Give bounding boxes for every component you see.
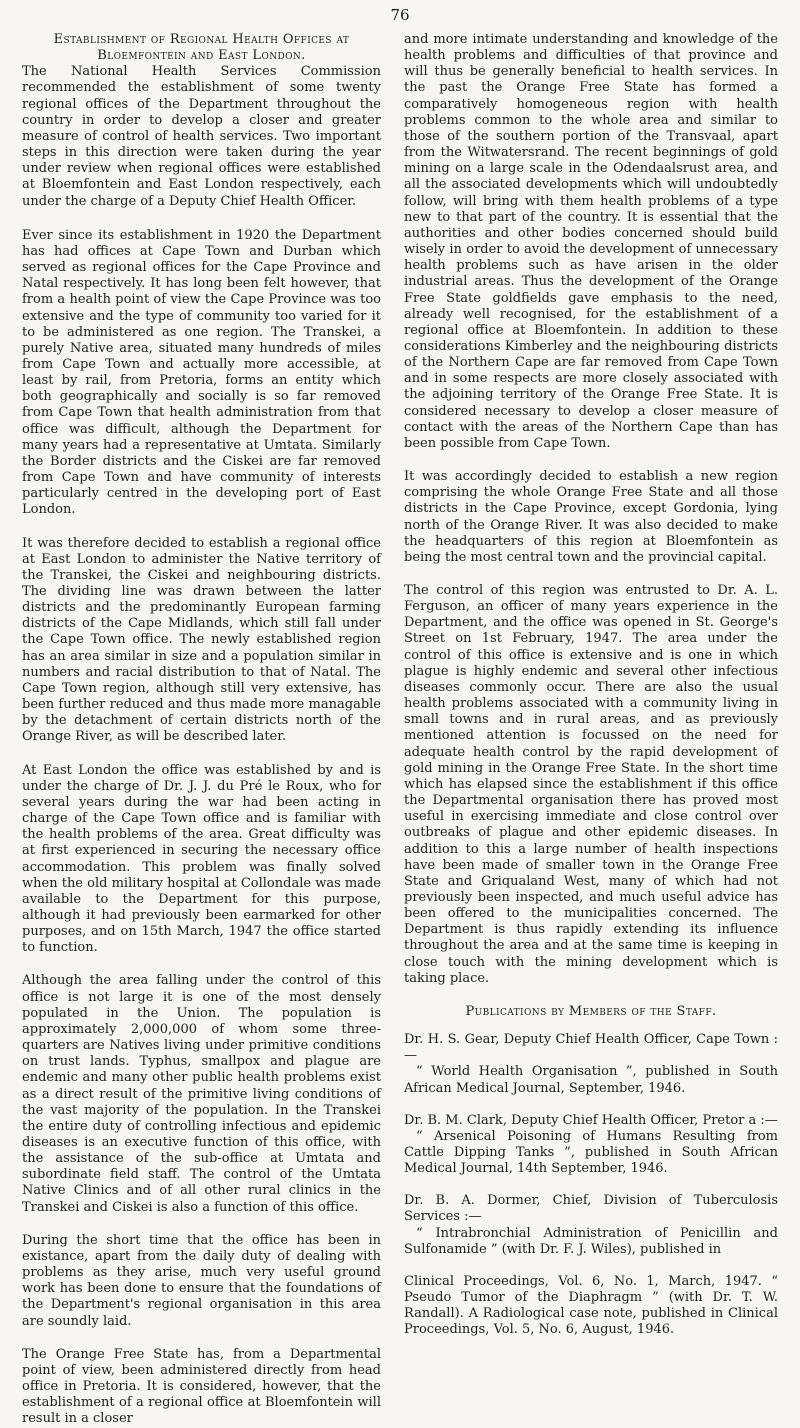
paragraph: At East London the office was established by and is under the charge of Dr. J. J. du Pré le Roux, who for several years during the war had been acting in charge of the Cape Town office and is familiar with the health problems of the area. Great difficulty was at first experienced in securing the necessary office accommodation. This problem was finally solved when the old military hospital at Collondale was made available to the Department for this purpose, although it had previously been earmarked for other purposes, and on 15th March, 1947 the office started to function. [22,762,381,956]
publication-entry [404,1113,778,1178]
paragraph: It was therefore decided to establish a regional office at East London to administer the Native territory of the Transkei, the Ciskei and neighbouring districts. The dividing line was drawn between the latter districts and the predominantly European farming districts of the Cape Midlands, which still fall under the Cape Town office. The newly established region has an area similar in size and a population similar in numbers and racial distribution to that of Natal. The Cape Town region, although still very extensive, has been further reduced and thus made more managable by the detachment of certain districts north of the Orange River, as will be described later. [22,535,381,745]
paragraph: It was accordingly decided to establish a new region comprising the whole Orange Free State and all those districts in the Cape Province, except Gordonia, lying north of the Orange River. It was also decided to make the headquarters of this region at Bloemfontein as being the most central town and the provincial capital. [404,469,778,565]
paragraph: Although the area falling under the control of this office is not large it is one of the most densely populated in the Union. The population is approximately 2,000,000 of whom some three-quarters are Natives living under primitive conditions on trust lands. Typhus, smallpox and plague are endemic and many other public health problems exist as a direct result of the primitive living conditions of the vast majority of the population. In the Transkei the entire duty of controlling infectious and epidemic diseases is an executive function of this office, with the assistance of the sub-office at Umtata and subordinate field staff. The control of the Umtata Native Clinics and of all other rural clinics in the Transkei and Ciskei is also a function of this office. [22,973,381,1215]
publication-author: Dr. B. A. Dormer, Chief, Division of Tuberculosis Services :— [404,1193,778,1225]
publication-citation: “ Arsenical Poisoning of Humans Resulting from Cattle Dipping Tanks ”, published in South African Medical Journal, 14th September, 1946. [404,1128,778,1177]
page-number: 76 [390,6,410,24]
publication-author: Dr. B. M. Clark, Deputy Chief Health Officer, Pretor a :— [404,1112,778,1128]
publication-citation: “ Intrabronchial Administration of Penicillin and Sulfonamide ” (with Dr. F. J. Wiles), published in [404,1225,778,1257]
right-column [404,32,778,1339]
paragraph: During the short time that the office has been in existance, apart from the daily duty of dealing with problems as they arise, much very useful ground work has been done to ensure that the foundations of the Department's regional organisation in this area are soundly laid. [22,1232,381,1329]
left-column [22,32,381,1428]
publication-entry [404,1193,778,1258]
paragraph: Ever since its establishment in 1920 the Department has had offices at Cape Town and Durban which served as regional offices for the Cape Province and Natal respectively. It has long been felt however, that from a health point of view the Cape Province was too extensive and the type of community too varied for it to be administered as one region. The Transkei, a purely Native area, situated many hundreds of miles from Cape Town and actually more accessible, at least by rail, from Pretoria, forms an entity which both geographically and socially is so far removed from Cape Town that health administration from that office was difficult, although the Department for many years had a representative at Umtata. Similarly the Border districts and the Ciskei are far removed from Cape Town and have community of interests particularly centred in the developing port of East London. [22,227,381,518]
section-heading-line2: Bloemfontein and East London. [97,48,306,64]
paragraph: The National Health Services Commission recommended the establishment of some twenty regional offices of the Department throughout the country in order to develop a closer and greater measure of control of health services. Two important steps in this direction were taken during the year under review when regional offices were established at Bloemfontein and East London respectively, each under the charge of a Deputy Chief Health Officer. [22,64,381,209]
paragraph: and more intimate understanding and knowledge of the health problems and difficulties of that province and will thus be generally beneficial to health services. In the past the Orange Free State has formed a comparatively homogeneous region with health problems common to the whole area and similar to those of the southern portion of the Transvaal, apart from the Witwatersrand. The recent beginnings of gold mining on a large scale in the Odendaalsrust area, and all the associated developments which will undoubtedly follow, will bring with them health problems of a type new to that part of the country. It is essential that the authorities and other bodies concerned should build wisely in order to avoid the development of unnecessary health problems such as have arisen in the older industrial areas. Thus the development of the Orange Free State goldfields gave emphasis to the need, already well recognised, for the establishment of a regional office at Bloemfontein. In addition to these considerations Kimberley and the neighbouring districts of the Northern Cape are far removed from Cape Town and in some respects are more closely associated with the adjoining territory of the Orange Free State. It is considered necessary to develop a closer measure of contact with the areas of the Northern Cape than has been possible from Cape Town. [404,32,778,451]
publications-heading: Publications by Members of the Staff. [465,1003,717,1019]
closing-paragraph: Clinical Proceedings, Vol. 6, No. 1, March, 1947. “ Pseudo Tumor of the Diaphragm ” (with Dr. T. W. Randall). A Radiological case note, published in Clinical Proceedings, Vol. 5, No. 6, August, 1946. [404,1273,778,1338]
publication-citation: “ World Health Organisation ”, published in South African Medical Journal, September, 1946. [404,1064,778,1096]
paragraph: The control of this region was entrusted to Dr. A. L. Ferguson, an officer of many years experience in the Department, and the office was opened in St. George's Street on 1st February, 1947. The area under the control of this office is extensive and is one in which plague is highly endemic and several other infectious diseases commonly occur. There are also the usual health problems associated with a community living in small towns and in rural areas, and as previously mentioned attention is focussed on the need for adequate health control by the rapid development of gold mining in the Orange Free State. In the short time which has elapsed since the establishment if this office the Departmental organisation there has proved most useful in exercising immediate and close control over outbreaks of plague and other epidemic diseases. In addition to this a large number of health inspections have been made of smaller town in the Orange Free State and Griqualand West, many of which had not previously been inspected, and much useful advice has been offered to the municipalities concerned. The Department is thus rapidly extending its influence throughout the area and at the same time is keeping in close touch with the mining development which is taking place. [404,583,778,986]
paragraph: The Orange Free State has, from a Departmental point of view, been administered directly from head office in Pretoria. It is considered, however, that the establishment of a regional office at Bloemfontein will result in a closer [22,1346,381,1427]
publication-author: Dr. H. S. Gear, Deputy Chief Health Officer, Cape Town :— [404,1032,778,1064]
section-heading-line1: Establishment of Regional Health Offices at [53,32,350,47]
publication-entry [404,1032,778,1097]
